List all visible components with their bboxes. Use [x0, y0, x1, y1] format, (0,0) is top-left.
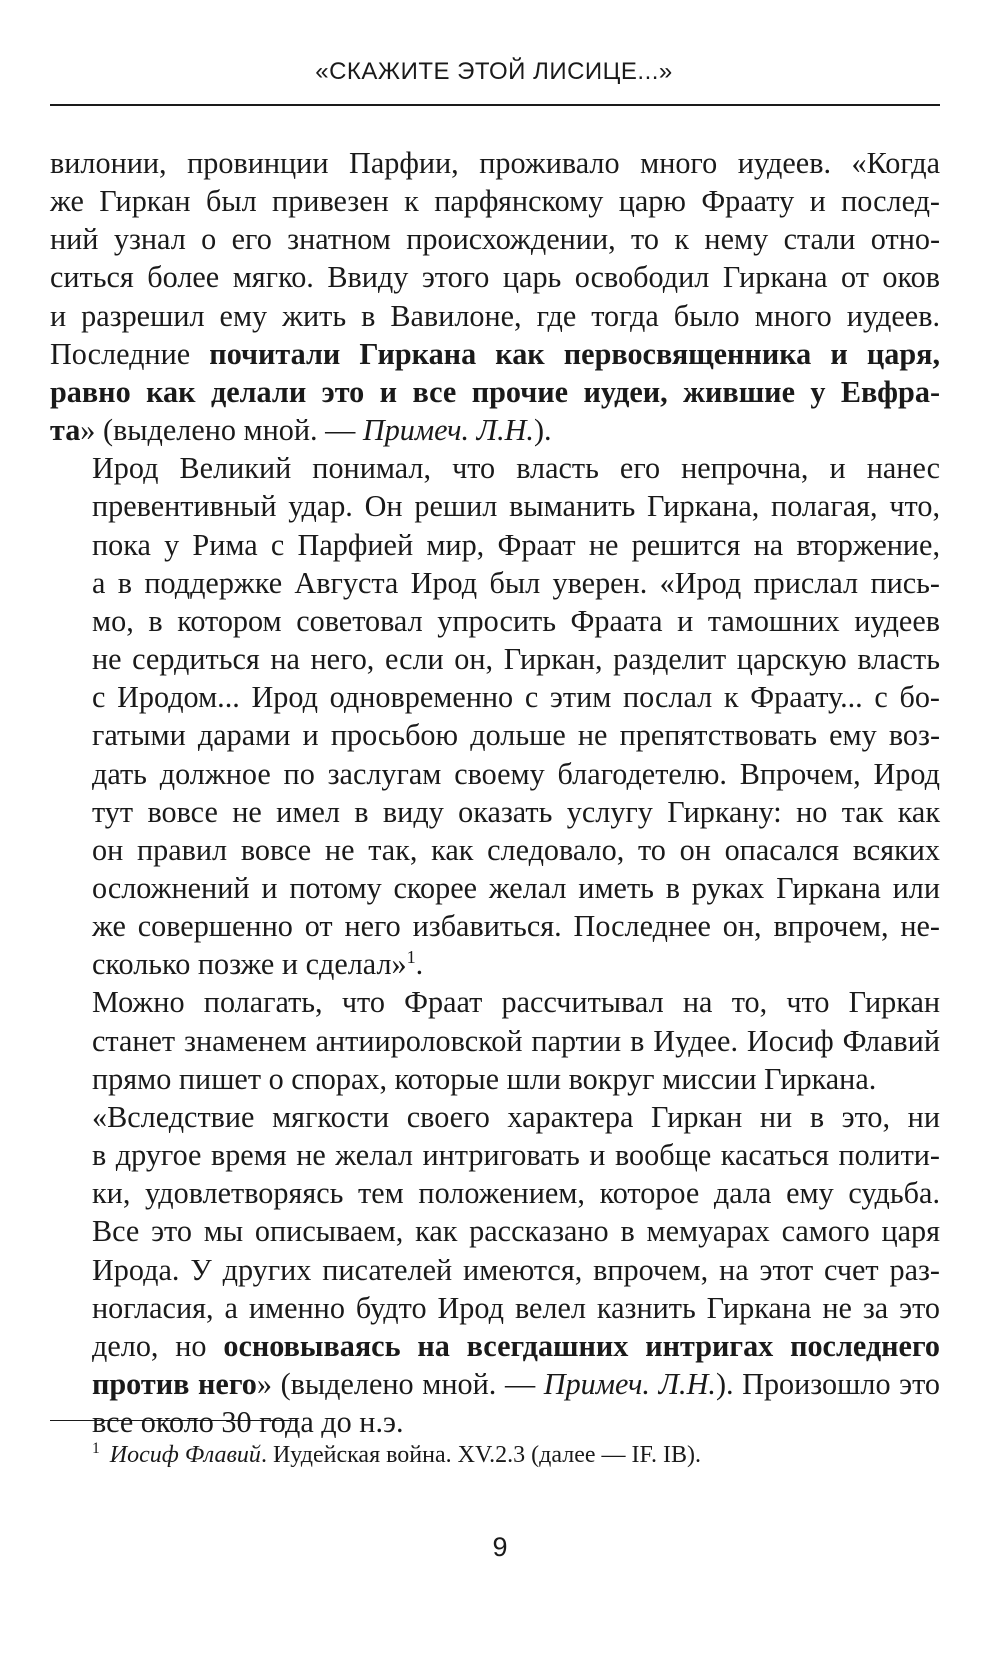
paragraph-1 — [50, 144, 940, 449]
text-line: осложнений и потому скорее желал иметь в руках Гиркана или — [92, 870, 940, 905]
text-line — [50, 945, 940, 983]
text-line: ний узнал о его знатном происхождении, то к нему стали отно- — [50, 222, 940, 257]
bold-emphasis: против него — [92, 1367, 257, 1401]
paragraph-2 — [50, 449, 940, 983]
text-run: » (выделено мной. — — [80, 413, 356, 448]
text-line: вилонии, провинции Парфии, проживало много иудеев. «Когда — [50, 146, 940, 180]
text-line — [50, 1327, 940, 1365]
text-line: ногласия, а именно будто Ирод велел казнить Гиркана не за это — [92, 1290, 940, 1325]
footnote-rule — [50, 1420, 298, 1421]
text-line: тут вовсе не имел в виду оказать услугу Гиркану: но так как — [92, 794, 940, 829]
text-line — [50, 373, 940, 411]
footnote-author: Иосиф Флавий — [109, 1442, 261, 1468]
text-line: все около 30 года до н.э. — [92, 1405, 404, 1440]
body-text — [50, 144, 940, 1441]
text-line — [50, 1365, 940, 1403]
header-rule — [50, 104, 940, 106]
text-line: дать должное по заслугам своему благодетелю. Впрочем, Ирод — [92, 756, 940, 791]
text-line: станет знаменем антиироловской партии в Иудее. Иосиф Флавий — [92, 1023, 940, 1058]
text-line: с Иродом... Ирод одновременно с этим послал к Фраату... с бо- — [92, 680, 940, 715]
text-line: в другое время не желал интриговать и вообще касаться полити- — [92, 1138, 940, 1173]
text-line: мо, в котором советовал упросить Фраата и тамошних иудеев — [92, 603, 940, 638]
text-run: ). — [533, 413, 552, 448]
paragraph-4 — [50, 1098, 940, 1441]
text-line: гатыми дарами и просьбою дольше не препятствовать ему воз- — [92, 718, 940, 753]
bold-emphasis: та — [50, 413, 81, 448]
text-run: ). Произошло это — [715, 1367, 941, 1401]
running-head: «СКАЖИТЕ ЭТОЙ ЛИСИЦЕ...» — [315, 58, 673, 85]
footnote-text: . Иудейская война. XV.2.3 (далее — IF. IB). — [260, 1442, 701, 1468]
text-line: превентивный удар. Он решил выманить Гиркана, полагая, что, — [92, 489, 940, 524]
text-run: Последние — [50, 336, 191, 371]
paragraph-3 — [50, 983, 940, 1097]
text-line: Можно полагать, что Фраат рассчитывал на то, что Гиркан — [92, 985, 940, 1020]
footnote — [50, 1440, 940, 1470]
text-run: » (выделено мной. — — [256, 1367, 536, 1401]
text-line: он правил вовсе не так, как следовало, то он опасался всяких — [92, 832, 940, 867]
text-line — [50, 335, 940, 373]
italic-note: Примеч. Л.Н. — [362, 413, 534, 448]
text-line: «Вследствие мягкости своего характера Гиркан ни в это, ни — [92, 1099, 940, 1134]
bold-emphasis: равно как делали это и все прочие иудеи, жившие у Евфра- — [50, 374, 940, 409]
footnote-number: 1 — [92, 1440, 100, 1457]
text-line: ситься более мягко. Ввиду этого царь освободил Гиркана от оков — [50, 260, 940, 295]
page-number: 9 — [492, 1532, 508, 1562]
text-line: прямо пишет о спорах, которые шли вокруг миссии Гиркана. — [92, 1061, 877, 1096]
text-line: Ирода. У других писателей имеются, впрочем, на этот счет раз- — [92, 1252, 940, 1287]
text-line: Ирод Великий понимал, что власть его непрочна, и нанес — [92, 451, 940, 486]
text-line: пока у Рима с Парфией мир, Фраат не решится на вторжение, — [92, 527, 940, 562]
text-line: ки, удовлетворяясь тем положением, которое дала ему судьба. — [92, 1176, 940, 1211]
text-line: а в поддержке Августа Ирод был уверен. «Ирод прислал пись- — [92, 565, 940, 600]
footnote-ref[interactable]: 1 — [406, 947, 416, 968]
text-run: дело, но — [92, 1328, 207, 1363]
text-run: . — [415, 947, 424, 982]
bold-emphasis: основываясь на всегдашних интригах последнего — [223, 1328, 941, 1363]
bold-emphasis: почитали Гиркана как первосвященника и царя, — [209, 336, 941, 371]
text-run: сколько позже и сделал» — [92, 947, 407, 982]
text-line: же совершенно от него избавиться. Последнее он, впрочем, не- — [92, 909, 940, 944]
text-line: Все это мы описываем, как рассказано в мемуарах самого царя — [92, 1214, 940, 1249]
italic-note: Примеч. Л.Н. — [543, 1367, 716, 1401]
text-line: же Гиркан был привезен к парфянскому царю Фраату и послед- — [50, 184, 940, 219]
text-line — [50, 411, 940, 449]
text-line: не сердиться на него, если он, Гиркан, разделит царскую власть — [92, 642, 940, 677]
text-line: и разрешил ему жить в Вавилоне, где тогда было много иудеев. — [50, 298, 940, 333]
